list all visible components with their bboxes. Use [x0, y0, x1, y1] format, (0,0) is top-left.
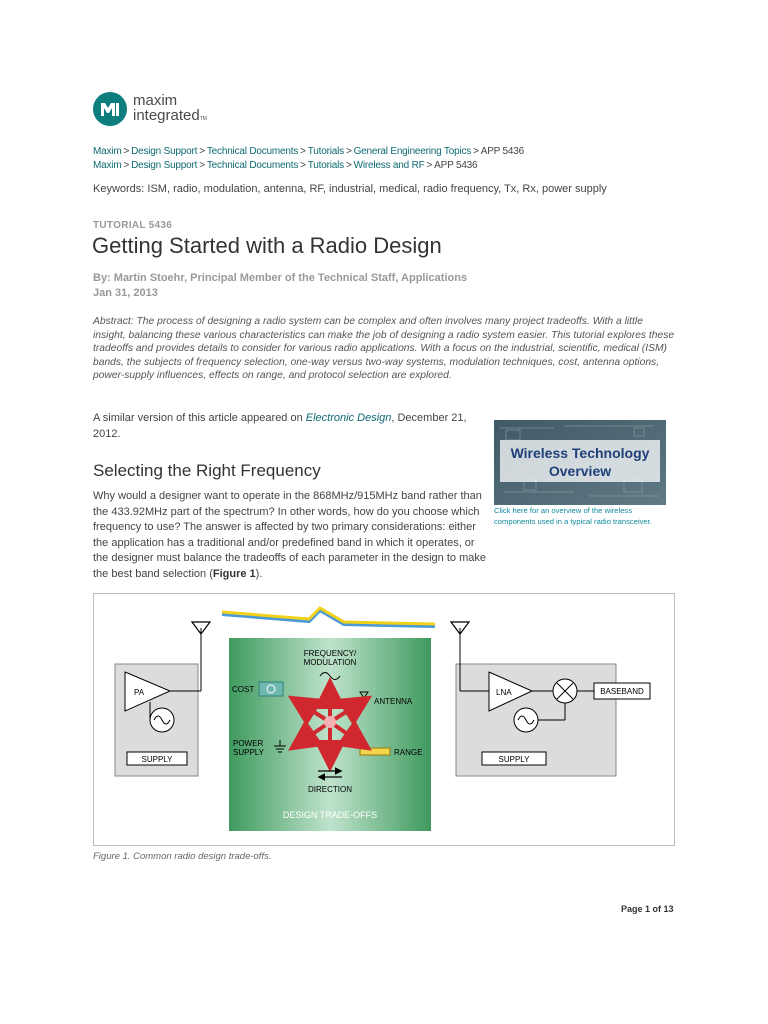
svg-text:DIRECTION: DIRECTION: [308, 785, 352, 794]
figure-1: [93, 593, 675, 846]
breadcrumb-link-design-support[interactable]: Design Support: [131, 160, 198, 171]
breadcrumb-link-technical-documents[interactable]: Technical Documents: [206, 146, 299, 157]
breadcrumb: Maxim > Design Support > Technical Documents > Tutorials > General Engineering Topics > APP 5436: [93, 146, 524, 157]
design-tradeoffs-label: DESIGN TRADE-OFFS: [282, 810, 378, 820]
breadcrumb-link-general-engineering[interactable]: General Engineering Topics: [353, 146, 472, 157]
breadcrumb-current: APP 5436: [480, 146, 524, 157]
tutorial-label: TUTORIAL 5436: [93, 220, 173, 231]
breadcrumb-current: APP 5436: [434, 160, 478, 171]
svg-text:PA: PA: [134, 688, 145, 697]
abstract: Abstract: The process of designing a radio system can be complex and often involves many project tradeoffs. With a little insight, balancing these various characteristics can make the job of designing a radio system easier. This tutorial explores these tradeoffs and provides details to consider for various radio applications. With a focus on the industrial, scientific, medical (ISM) bands, the subjects of frequency selection, one-way versus two-way systems, modulation techniques, cost, antenna options, power-supply influences, effects on range, and protocol selection are explored.: [93, 316, 675, 382]
promo-caption-link[interactable]: Click here for an overview of the wireless components used in a typical radio transceiver.: [494, 506, 652, 526]
page-number: Page 1 of 13: [621, 904, 674, 914]
svg-text:LNA: LNA: [496, 688, 512, 697]
maxim-logo-icon: [93, 92, 127, 126]
keywords: Keywords: ISM, radio, modulation, antenna, RF, industrial, medical, radio frequency, Tx, Rx, power supply: [93, 183, 607, 195]
svg-text:SUPPLY: SUPPLY: [233, 748, 264, 757]
promo-title-line1: Wireless Technology: [510, 445, 650, 461]
body-paragraph: Why would a designer want to operate in the 868MHz/915MHz band rather than the 433.92MHz part of the spectrum? In other words, how do you choose which frequency to use? The answer is affected by two primary considerations: either the application has a traditional and/or predefined band in which it operates, or the designer must balance the tradeoffs of each parameter in the design to make the best band selection (Figure 1).: [93, 490, 486, 580]
breadcrumb-link-tutorials[interactable]: Tutorials: [307, 146, 344, 157]
logo-line1: maxim: [133, 92, 178, 109]
cost-money-icon: [259, 682, 283, 696]
figure-caption: Figure 1. Common radio design trade-offs.: [93, 851, 272, 862]
svg-text:BASEBAND: BASEBAND: [600, 687, 644, 696]
breadcrumb: Maxim > Design Support > Technical Documents > Tutorials > Wireless and RF > APP 5436: [93, 160, 478, 171]
svg-text:FREQUENCY/: FREQUENCY/: [303, 649, 357, 658]
breadcrumb-link-maxim[interactable]: Maxim: [93, 160, 122, 171]
breadcrumb-link-tutorials[interactable]: Tutorials: [307, 160, 344, 171]
section-heading: Selecting the Right Frequency: [93, 461, 321, 480]
logo-trademark: TM: [199, 116, 207, 122]
breadcrumb-link-design-support[interactable]: Design Support: [131, 146, 198, 157]
wireless-overview-banner[interactable]: [494, 420, 666, 505]
promo-title-line2: Overview: [548, 463, 612, 479]
svg-text:SUPPLY: SUPPLY: [141, 755, 173, 764]
logo-wordmark: [133, 93, 207, 127]
svg-text:COST: COST: [232, 685, 255, 694]
svg-text:MODULATION: MODULATION: [303, 658, 357, 667]
figure-reference: Figure 1: [212, 567, 256, 580]
page-title: Getting Started with a Radio Design: [92, 233, 442, 258]
breadcrumb-link-wireless-rf[interactable]: Wireless and RF: [353, 160, 425, 171]
electronic-design-link[interactable]: Electronic Design: [305, 412, 392, 424]
center-hub: [324, 716, 336, 728]
svg-text:ANTENNA: ANTENNA: [374, 697, 413, 706]
similar-version-note: A similar version of this article appeared on Electronic Design, December 21, 2012.: [93, 412, 467, 440]
radio-tradeoffs-diagram: [94, 594, 674, 845]
byline: [93, 271, 467, 301]
svg-text:POWER: POWER: [233, 739, 264, 748]
breadcrumb-link-technical-documents[interactable]: Technical Documents: [206, 160, 299, 171]
svg-text:RANGE: RANGE: [394, 748, 423, 757]
breadcrumb-link-maxim[interactable]: Maxim: [93, 146, 122, 157]
logo-line2: integrated: [133, 107, 200, 124]
svg-text:SUPPLY: SUPPLY: [498, 755, 530, 764]
ruler-range-icon: [360, 748, 390, 755]
author: By: Martin Stoehr, Principal Member of the Technical Staff, Applications: [93, 272, 468, 284]
publish-date: Jan 31, 2013: [93, 287, 158, 299]
